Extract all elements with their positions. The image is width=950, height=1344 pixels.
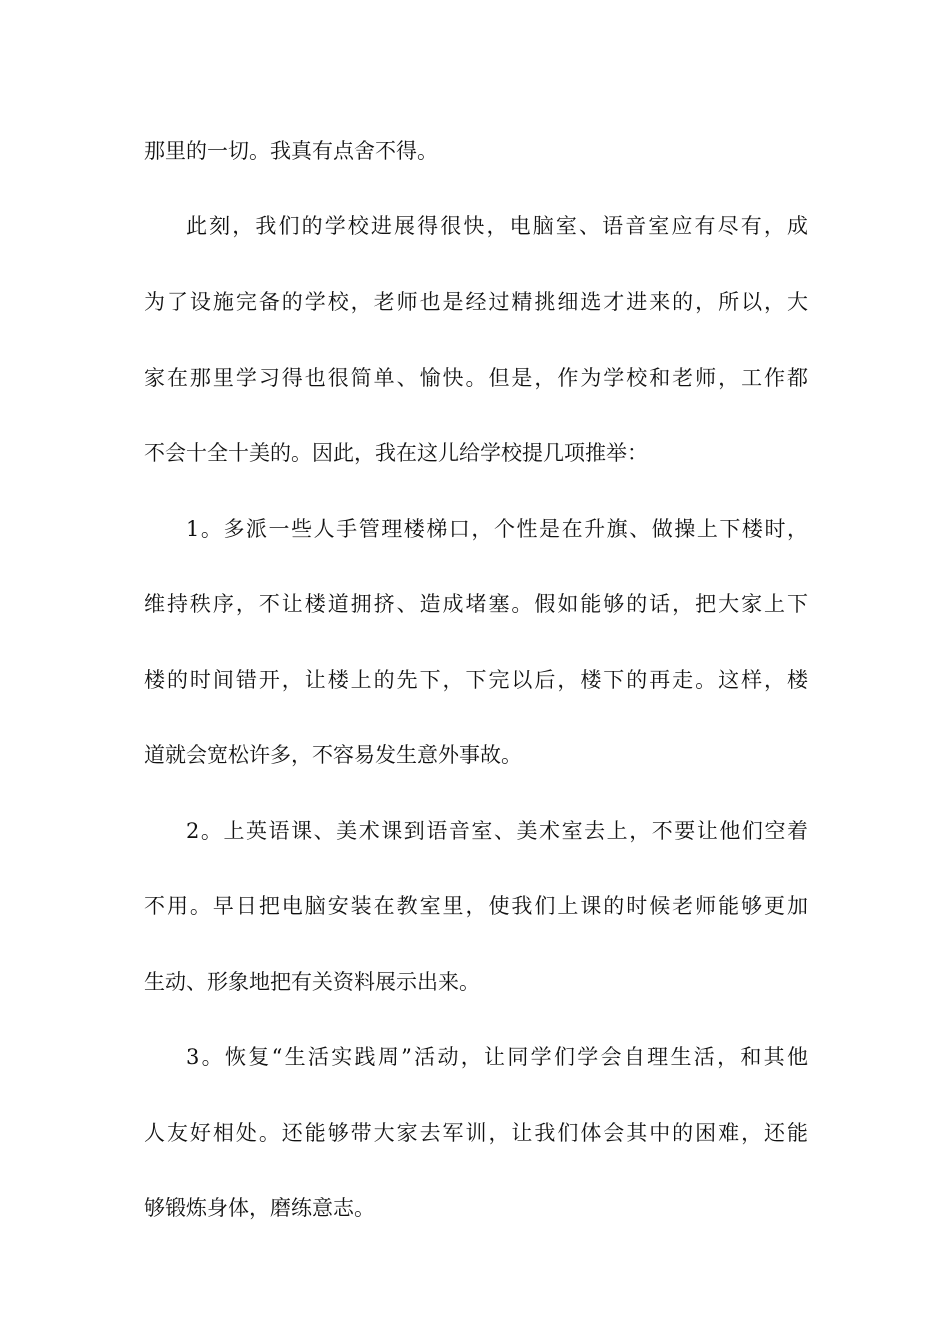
text-line: 不用。早日把电脑安装在教室里，使我们上课的时候老师能够更加 bbox=[144, 894, 808, 918]
text-line: 人友好相处。还能够带大家去军训，让我们体会其中的困难，还能 bbox=[144, 1121, 808, 1145]
text-line: 3。恢复“生活实践周”活动，让同学们学会自理生活，和其他 bbox=[186, 1045, 808, 1069]
text-line: 那里的一切。我真有点舍不得。 bbox=[144, 139, 438, 163]
text-line: 不会十全十美的。因此，我在这儿给学校提几项推举： bbox=[144, 441, 648, 465]
text-line: 楼的时间错开，让楼上的先下，下完以后，楼下的再走。这样，楼 bbox=[144, 668, 808, 692]
text-line: 维持秩序，不让楼道拥挤、造成堵塞。假如能够的话，把大家上下 bbox=[144, 592, 808, 616]
text-line: 此刻，我们的学校进展得很快，电脑室、语音室应有尽有，成 bbox=[186, 214, 808, 238]
text-line: 够锻炼身体，磨练意志。 bbox=[144, 1196, 375, 1220]
text-line: 为了设施完备的学校，老师也是经过精挑细选才进来的，所以，大 bbox=[144, 290, 808, 314]
text-line: 1。多派一些人手管理楼梯口，个性是在升旗、做操上下楼时， bbox=[186, 517, 808, 541]
text-line: 道就会宽松许多，不容易发生意外事故。 bbox=[144, 743, 522, 767]
text-line: 2。上英语课、美术课到语音室、美术室去上，不要让他们空着 bbox=[186, 819, 808, 843]
text-line: 生动、形象地把有关资料展示出来。 bbox=[144, 970, 480, 994]
text-line: 家在那里学习得也很简单、愉快。但是，作为学校和老师，工作都 bbox=[144, 366, 808, 390]
